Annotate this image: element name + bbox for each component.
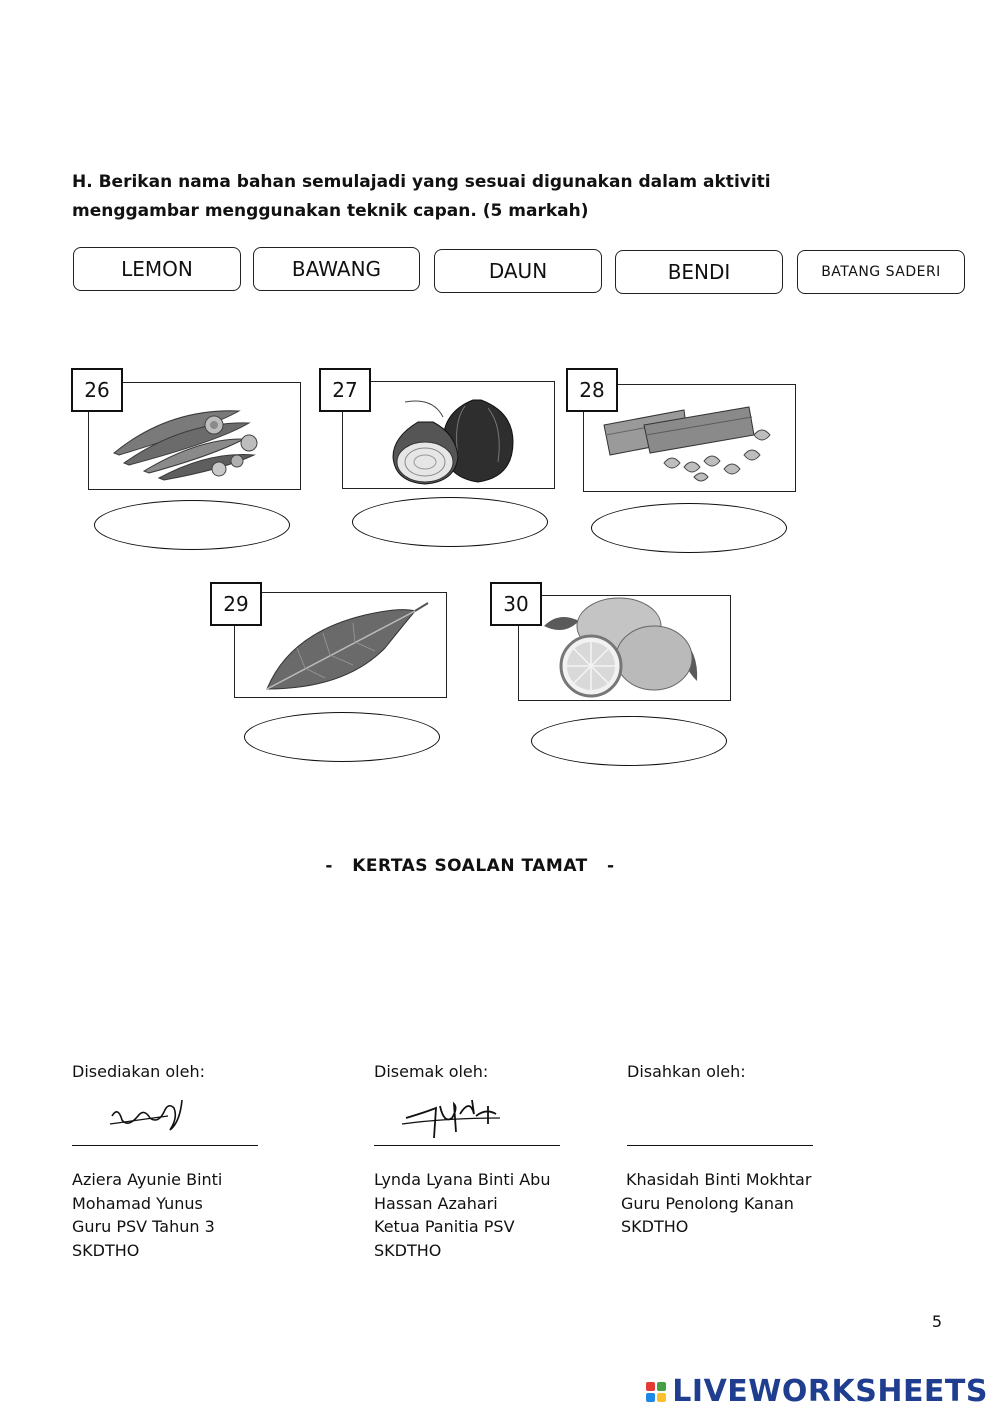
onion-icon	[343, 382, 553, 487]
signatory-heading: Disediakan oleh:	[72, 1062, 205, 1081]
word-lemon[interactable]: LEMON	[73, 247, 241, 291]
leaf-icon	[235, 593, 445, 697]
logo-square	[657, 1382, 666, 1391]
signatory-role: Guru Penolong Kanan	[621, 1193, 794, 1213]
answer-oval-28[interactable]	[591, 503, 787, 553]
page-number: 5	[931, 1312, 942, 1331]
answer-oval-26[interactable]	[94, 500, 290, 550]
answer-oval-27[interactable]	[352, 497, 548, 547]
logo-square	[646, 1382, 655, 1391]
signatory-prepared	[72, 1062, 312, 1262]
signatory-role: Guru PSV Tahun 3	[72, 1217, 215, 1236]
signatory-heading: Disahkan oleh:	[627, 1062, 746, 1081]
signature-mark	[108, 1094, 188, 1138]
brand-text: LIVEWORKSHEETS	[672, 1374, 988, 1409]
signatory-name-line: Mohamad Yunus	[72, 1193, 203, 1213]
signatory-name-line: Aziera Ayunie Binti	[72, 1170, 223, 1189]
signature-line	[374, 1145, 560, 1146]
word-batang-saderi[interactable]: BATANG SADERI	[797, 250, 965, 294]
end-of-paper-text: - KERTAS SOALAN TAMAT -	[325, 856, 615, 876]
item-number-28: 28	[566, 368, 618, 412]
signature-line	[627, 1145, 813, 1146]
picture-frame-27	[342, 381, 555, 489]
answer-oval-30[interactable]	[531, 716, 727, 766]
picture-frame-30	[518, 595, 731, 701]
item-number-29: 29	[210, 582, 262, 626]
word-daun[interactable]: DAUN	[434, 249, 602, 293]
signatory-name-line: Khasidah Binti Mokhtar	[626, 1170, 812, 1189]
signatory-heading: Disemak oleh:	[374, 1062, 489, 1081]
signature-mark	[396, 1088, 506, 1152]
signatory-name-line: Hassan Azahari	[374, 1193, 498, 1213]
signatory-approved	[621, 1062, 861, 1239]
item-number-30: 30	[490, 582, 542, 626]
signature-line	[72, 1145, 258, 1146]
item-number-27: 27	[319, 368, 371, 412]
signatory-school: SKDTHO	[374, 1240, 442, 1260]
signatory-name-line: Lynda Lyana Binti Abu	[374, 1170, 551, 1189]
signatory-checked	[374, 1062, 614, 1262]
logo-square	[646, 1393, 655, 1402]
liveworksheets-logo-icon	[646, 1382, 666, 1402]
question-text: H. Berikan nama bahan semulajadi yang sesuai digunakan dalam aktiviti menggambar menggunakan teknik capan. (5 markah)	[72, 172, 771, 221]
picture-frame-29	[234, 592, 447, 698]
word-bendi[interactable]: BENDI	[615, 250, 783, 294]
liveworksheets-brand[interactable]	[646, 1374, 988, 1409]
lemon-icon	[519, 596, 729, 700]
answer-oval-29[interactable]	[244, 712, 440, 762]
word-bawang[interactable]: BAWANG	[253, 247, 420, 291]
signatory-role: Ketua Panitia PSV	[374, 1217, 515, 1236]
signatory-school: SKDTHO	[72, 1240, 140, 1260]
signatory-school: SKDTHO	[621, 1217, 689, 1236]
logo-square	[657, 1393, 666, 1402]
item-number-26: 26	[71, 368, 123, 412]
